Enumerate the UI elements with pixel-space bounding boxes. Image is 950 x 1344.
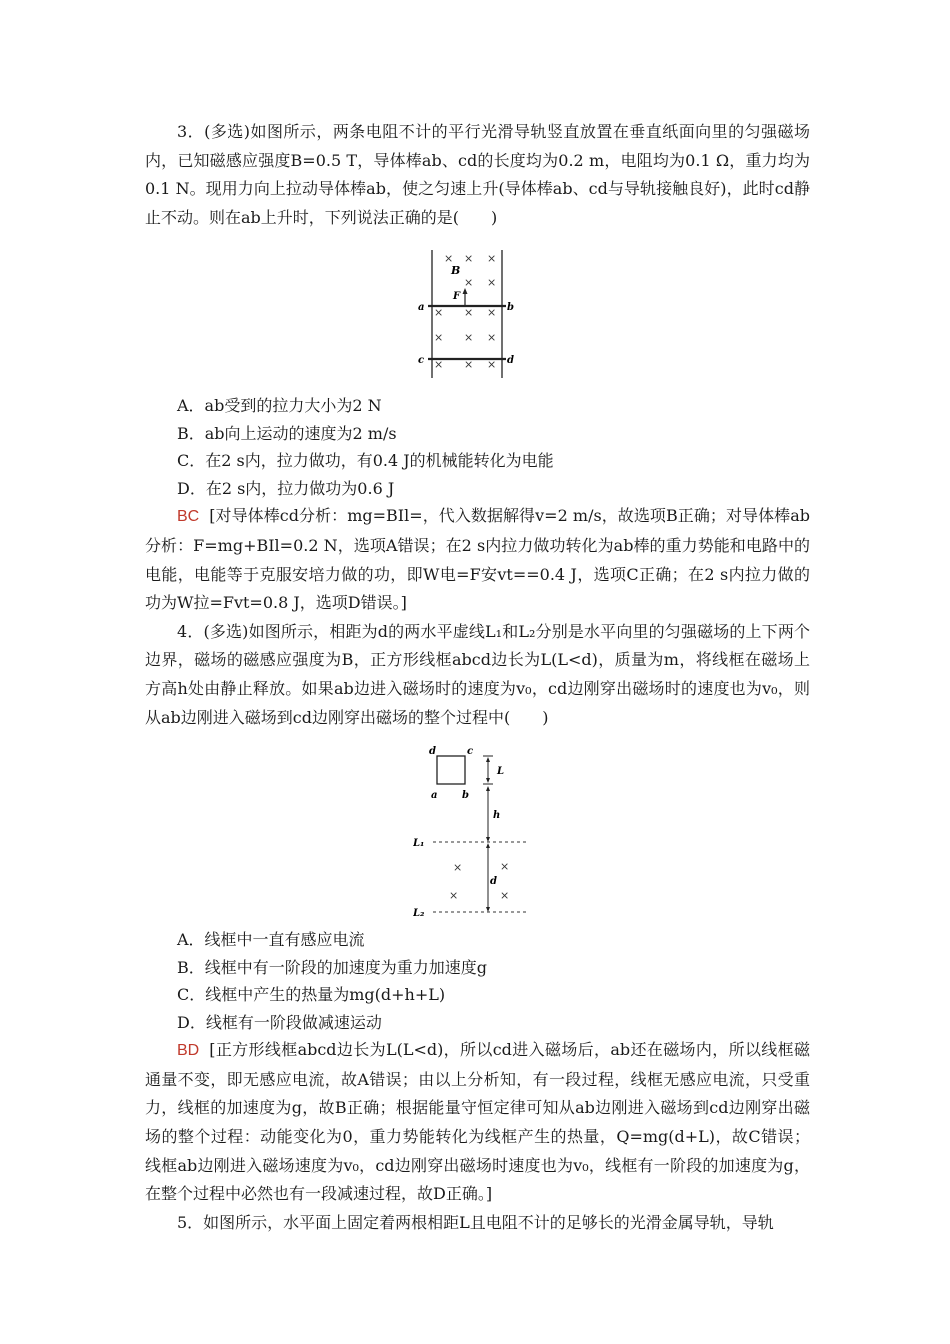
q3-figure [418,250,538,378]
q3-solution [145,502,810,617]
cross: × [433,358,443,372]
square-frame [437,756,465,784]
cross: × [486,358,496,372]
label-d-gap: d [489,876,497,888]
q4-option-b: B．线框中有一阶段的加速度为重力加速度g [177,957,488,977]
page [145,118,810,1237]
label-B: B [450,264,460,278]
label-c: c [466,746,473,758]
cross: × [486,306,496,320]
label-L1: L₁ [412,838,424,850]
cross: × [486,331,496,345]
label-d: d [506,355,514,367]
cross: × [433,331,443,345]
q4-figure [413,746,543,916]
q4-answer: BD [177,1042,200,1060]
q3-stem: 3．(多选)如图所示，两条电阻不计的平行光滑导轨竖直放置在垂直纸面向里的匀强磁场内，已知磁感应强度B=0.5 T，导体棒ab、cd的长度均为0.2 m，电阻均为0.1 Ω，重力均为0.1 N。现用力向上拉动导体棒ab，使之匀速上升(导体棒ab、cd与导轨接触良好)，此时cd静止不动。则在ab上升时，下列说法正确的是( ) [145,122,810,227]
cross: × [486,276,496,290]
cross: × [448,889,458,903]
label-c: c [417,355,424,367]
q4-option-c: C．线框中产生的热量为mg(d+h+L) [177,985,446,1005]
label-h: h [492,810,500,822]
label-F: F [452,291,460,303]
label-a: a [430,790,437,802]
cross: × [463,331,473,345]
q3-explanation: [对导体棒cd分析：mg=BIl=，代入数据解得v=2 m/s，故选项B正确；对导体棒ab分析：F=mg+BIl=0.2 N，选项A错误；在2 s内拉力做功转化为ab棒的重力势能和电路中的电能，电能等于克服安培力做的功，即W电=F安vt==0.4 J，选项C正确；在2 s内拉力做的功为W拉=Fvt=0.8 J，选项D错误。] [145,506,810,613]
q3-option-c: C．在2 s内，拉力做功，有0.4 J的机械能转化为电能 [177,451,554,471]
q4-solution [145,1036,810,1209]
cross: × [463,306,473,320]
label-L: L [496,766,504,778]
cross: × [499,860,509,874]
label-a: a [417,302,424,314]
cross: × [486,252,496,266]
label-d: d [428,746,436,758]
cross: × [463,276,473,290]
cross: × [452,861,462,875]
label-b: b [506,302,514,314]
label-b: b [461,790,469,802]
cross: × [463,252,473,266]
q5-stem: 5．如图所示，水平面上固定着两根相距L且电阻不计的足够长的光滑金属导轨，导轨 [177,1212,774,1232]
q3-option-d: D．在2 s内，拉力做功为0.6 J [177,478,395,498]
q3-option-b: B．ab向上运动的速度为2 m/s [177,423,397,443]
q4-explanation: [正方形线框abcd边长为L(L<d)，所以cd进入磁场后，ab还在磁场内，所以线框磁通量不变，即无感应电流，故A错误；由以上分析知，有一段过程，线框无感应电流，只受重力，线框的加速度为g，故B正确；根据能量守恒定律可知从ab边刚进入磁场到cd边刚穿出磁场的整个过程：动能变化为0，重力势能转化为线框产生的热量，Q=mg(d+L)，故C错误；线框ab边刚进入磁场速度为v₀，cd边刚穿出磁场时速度也为v₀，线框有一阶段的加速度为g，在整个过程中必然也有一段减速过程，故D正确。] [145,1040,810,1204]
field-crosses [434,252,496,371]
cross: × [499,889,509,903]
q4-option-d: D．线框有一阶段做减速运动 [177,1012,382,1032]
cross: × [433,306,443,320]
q3-answer: BC [177,508,200,526]
q4-stem: 4．(多选)如图所示，相距为d的两水平虚线L₁和L₂分别是水平向里的匀强磁场的上下两个边界，磁场的磁感应强度为B，正方形线框abcd边长为L(L<d)，质量为m，将线框在磁场上方高h处由静止释放。如果ab边进入磁场时的速度为v₀，cd边刚穿出磁场时的速度也为v₀，则从ab边刚进入磁场到cd边刚穿出磁场的整个过程中( ) [145,621,810,727]
q4-option-a: A．线框中一直有感应电流 [177,930,365,950]
field-crosses [449,860,509,902]
q3-option-a: A．ab受到的拉力大小为2 N [177,396,382,416]
label-L2: L₂ [412,908,424,917]
cross: × [443,252,453,266]
cross: × [463,358,473,372]
